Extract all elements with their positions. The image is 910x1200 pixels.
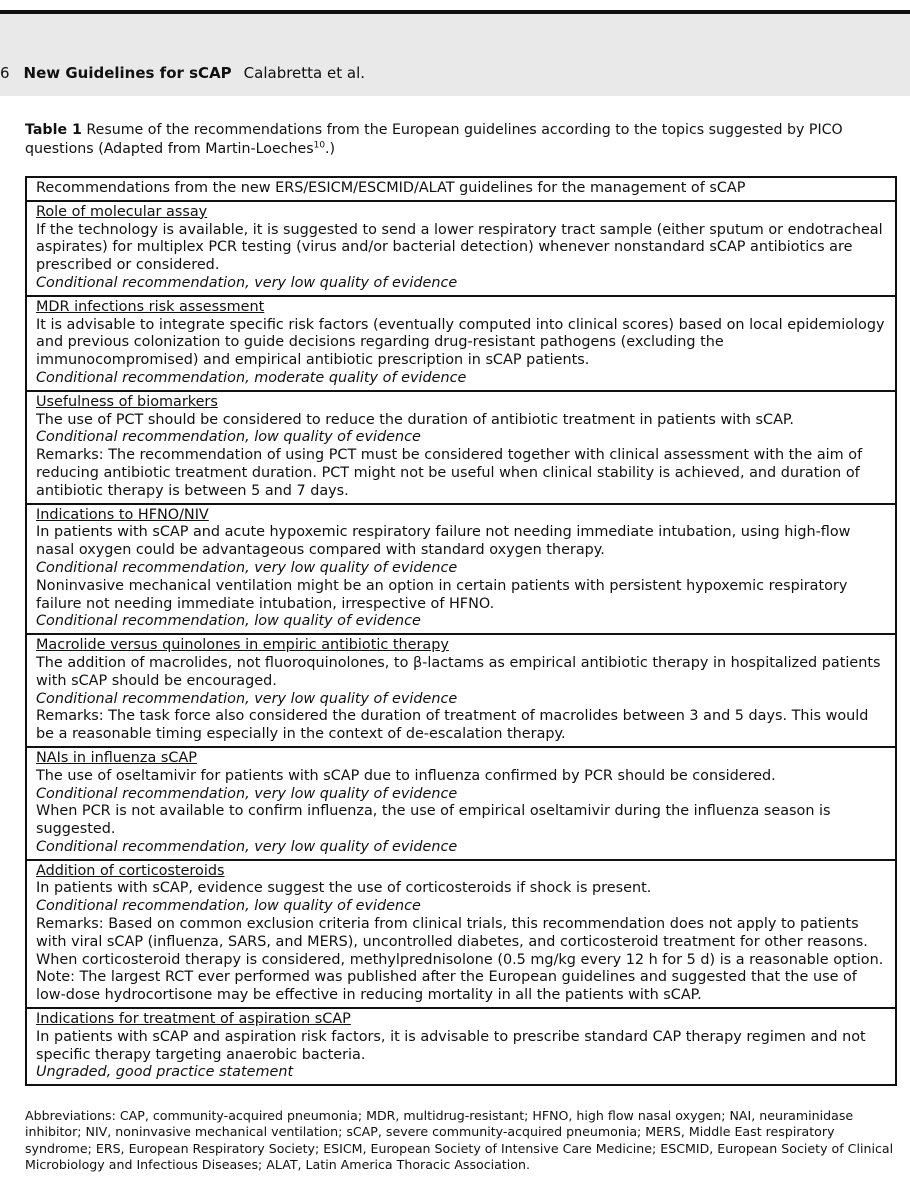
- recommendation-cell: [26, 747, 896, 860]
- evidence-grade: Conditional recommendation, very low quality of evidence: [36, 559, 458, 576]
- recommendation-cell: [26, 860, 896, 1008]
- page-number: 6: [0, 64, 10, 82]
- recommendation-text: When PCR is not available to confirm influenza, the use of empirical oseltamivir during the influenza season is suggested.: [36, 803, 831, 838]
- abbreviations-footnote: Abbreviations: CAP, community-acquired pneumonia; MDR, multidrug-resistant; HFNO, high flow nasal oxygen; NAI, neuraminidase inhibitor; NIV, noninvasive mechanical ventilation; sCAP, severe community-acquired pneumonia; MERS, Middle East respiratory syndrome; ERS, European Respiratory Society; ESICM, European Society of Intensive Care Medicine; ESCMID, European Society of Clinical Microbiology and Infectious Diseases; ALAT, Latin America Thoracic Association.: [25, 1108, 894, 1172]
- recommendation-cell: [26, 634, 896, 747]
- evidence-grade: Conditional recommendation, very low quality of evidence: [36, 274, 458, 291]
- recommendations-table: [25, 176, 897, 1086]
- section-title: Role of molecular assay: [36, 203, 208, 220]
- recommendation-text: Remarks: Based on common exclusion criteria from clinical trials, this recommendation does not apply to patients with viral sCAP (influenza, SARS, and MERS), uncontrolled diabetes, and corticosteroid treatment for other reasons. When corticosteroid therapy is considered, methylprednisolone (0.5 mg/kg every 12 h for 5 d) is a reasonable option.: [36, 916, 884, 968]
- recommendation-text: It is advisable to integrate specific risk factors (eventually computed into clinical scores) based on local epidemiology and previous colonization to guide decisions regarding drug-resistant pathogens (excluding the immunocompromised) and empirical antibiotic prescription in sCAP patients.: [36, 316, 885, 369]
- caption-reference: 10: [313, 140, 326, 151]
- section-title: NAIs in influenza sCAP: [36, 749, 197, 766]
- table-row: [26, 747, 896, 860]
- recommendation-cell: [26, 504, 896, 635]
- recommendation-text: If the technology is available, it is suggested to send a lower respiratory tract sample (either sputum or endotracheal aspirates) for multiplex PCR testing (virus and/or bacterial detection) whenever nonstandard sCAP antibiotics are prescribed or considered.: [36, 221, 883, 274]
- recommendation-text: In patients with sCAP, evidence suggest the use of corticosteroids if shock is present.: [36, 880, 652, 897]
- evidence-grade: Conditional recommendation, moderate quality of evidence: [36, 369, 467, 386]
- journal-title: New Guidelines for sCAP: [23, 64, 232, 82]
- recommendation-text: In patients with sCAP and aspiration risk factors, it is advisable to prescribe standard CAP therapy regimen and not specific therapy targeting anaerobic bacteria.: [36, 1028, 866, 1063]
- recommendation-cell: [26, 296, 896, 391]
- recommendation-cell: [26, 201, 896, 296]
- table-header-cell: Recommendations from the new ERS/ESICM/ESCMID/ALAT guidelines for the management of sCAP: [26, 177, 896, 201]
- recommendation-text: The use of oseltamivir for patients with sCAP due to influenza confirmed by PCR should be considered.: [36, 767, 776, 784]
- page-header: [0, 14, 910, 96]
- evidence-grade: Conditional recommendation, very low quality of evidence: [36, 690, 458, 707]
- recommendation-text: In patients with sCAP and acute hypoxemic respiratory failure not needing immediate intubation, using high-flow nasal oxygen could be advantageous compared with standard oxygen therapy.: [36, 524, 851, 559]
- table-row: [26, 296, 896, 391]
- evidence-grade: Conditional recommendation, low quality of evidence: [36, 613, 421, 630]
- evidence-grade: Conditional recommendation, low quality of evidence: [36, 898, 421, 915]
- recommendation-cell: [26, 1008, 896, 1085]
- section-title: Usefulness of biomarkers: [36, 393, 218, 410]
- evidence-grade: Conditional recommendation, very low quality of evidence: [36, 838, 458, 855]
- recommendation-cell: [26, 391, 896, 504]
- caption-text: Resume of the recommendations from the European guidelines according to the topics suggested by PICO questions (Adapted from Martin-Loeches: [25, 122, 843, 157]
- table-row: [26, 1008, 896, 1085]
- table-row: [26, 201, 896, 296]
- table-row: [26, 860, 896, 1008]
- table-row: [26, 391, 896, 504]
- table-caption: [25, 121, 897, 159]
- section-title: Macrolide versus quinolones in empiric antibiotic therapy: [36, 637, 449, 654]
- authors: Calabretta et al.: [243, 64, 366, 82]
- section-title: MDR infections risk assessment: [36, 298, 265, 315]
- table-row: [26, 504, 896, 635]
- evidence-grade: Conditional recommendation, very low quality of evidence: [36, 785, 458, 802]
- section-title: Addition of corticosteroids: [36, 862, 225, 879]
- recommendation-text: The addition of macrolides, not fluoroquinolones, to β-lactams as empirical antibiotic therapy in hospitalized patients with sCAP should be encouraged.: [36, 654, 881, 689]
- running-head: [0, 64, 365, 82]
- caption-text-end: .): [325, 141, 336, 157]
- table-row: [26, 634, 896, 747]
- recommendation-text: Remarks: The recommendation of using PCT must be considered together with clinical assessment with the aim of reducing antibiotic treatment duration. PCT might not be useful when clinical stability is achieved, and duration of antibiotic therapy is between 5 and 7 days.: [36, 447, 863, 499]
- recommendation-text: Note: The largest RCT ever performed was published after the European guidelines and suggested that the use of low-dose hydrocortisone may be effective in reducing mortality in all the patients with sCAP.: [36, 969, 857, 1004]
- table-label: Table 1: [25, 122, 82, 138]
- recommendation-text: Noninvasive mechanical ventilation might be an option in certain patients with persistent hypoxemic respiratory failure not needing immediate intubation, irrespective of HFNO.: [36, 577, 848, 612]
- section-title: Indications for treatment of aspiration sCAP: [36, 1011, 351, 1028]
- table-header-row: [26, 177, 896, 201]
- section-title: Indications to HFNO/NIV: [36, 506, 209, 523]
- recommendation-text: Remarks: The task force also considered the duration of treatment of macrolides between 3 and 5 days. This would be a reasonable timing especially in the context of de-escalation therapy.: [36, 708, 869, 743]
- evidence-grade: Conditional recommendation, low quality of evidence: [36, 429, 421, 446]
- evidence-grade: Ungraded, good practice statement: [36, 1064, 294, 1081]
- recommendation-text: The use of PCT should be considered to reduce the duration of antibiotic treatment in patients with sCAP.: [36, 411, 794, 428]
